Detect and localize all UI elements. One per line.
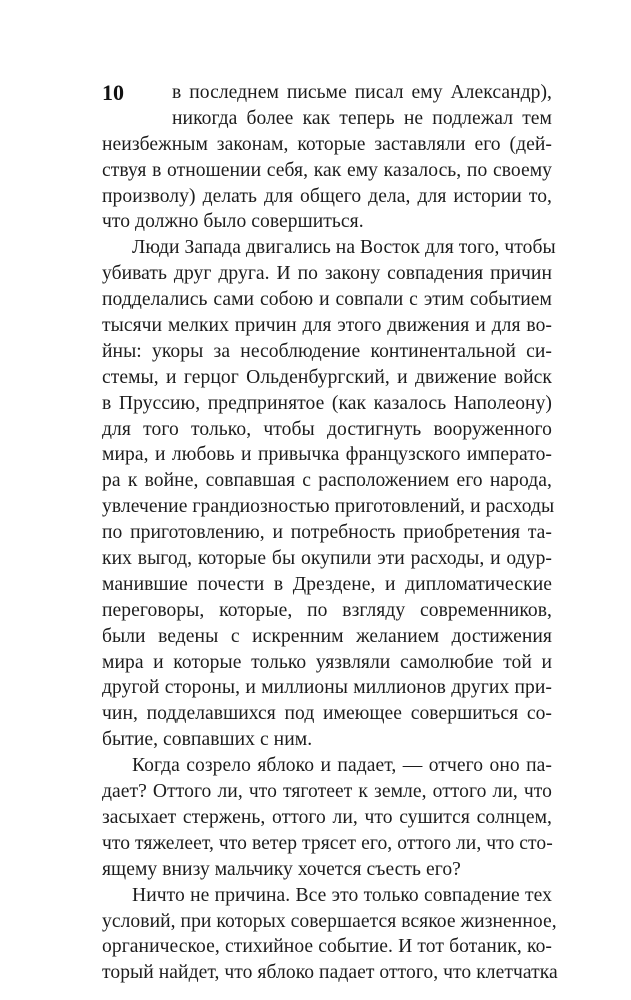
text-line: Люди Запада двигались на Восток для того, чтобы	[132, 237, 556, 259]
text-line: торый найдет, что яблоко падает оттого, что клетчатка	[102, 962, 558, 984]
text-line: убивать друг друга. И по закону совпадения причин	[102, 263, 552, 285]
text-line: ящему внизу мальчику хочется съесть его?	[102, 858, 461, 880]
text-line: подделались сами собою и совпали с этим событием	[102, 289, 552, 311]
text-line: никогда более как теперь не подлежал тем	[172, 107, 552, 129]
text-line: были ведены с искренним желанием достижения	[102, 625, 552, 647]
text-line: чин, подделавшихся под имеющее совершиться со-	[102, 703, 552, 725]
text-line: Когда созрело яблоко и падает, — отчего оно па-	[132, 755, 552, 777]
text-line: увлечение грандиозностью приготовлений, и расходы	[102, 496, 555, 518]
text-line: другой стороны, и миллионы миллионов других при-	[102, 677, 552, 699]
text-line: ра к войне, совпавшая с расположением его народа,	[102, 470, 552, 492]
text-line: бытие, совпавших с ним.	[102, 729, 313, 751]
text-line: стемы, и герцог Ольденбургский, и движение войск	[102, 366, 552, 388]
text-line: тысячи мелких причин для этого движения и для во-	[102, 315, 552, 337]
text-line: переговоры, которые, по взгляду современников,	[102, 599, 552, 621]
text-line: в последнем письме писал ему Александр),	[172, 82, 552, 103]
text-line: мира, и любовь и привычка французского императо-	[102, 444, 552, 466]
text-line: в Пруссию, предпринятое (как казалось Наполеону)	[102, 392, 552, 414]
text-line: мира и которые только уязвляли самолюбие той и	[102, 651, 552, 673]
text-line: что тяжелеет, что ветер трясет его, оттого ли, что сто-	[102, 832, 553, 854]
page-body	[102, 80, 558, 986]
text-line: неизбежным законам, которые заставляли его (дей-	[102, 133, 552, 155]
text-line: ких выгод, которые бы окупили эти расходы, и одур-	[102, 548, 552, 570]
text-line: йны: укоры за несоблюдение континентальной си-	[102, 340, 552, 362]
text-line: засыхает стержень, оттого ли, что сушится солнцем,	[102, 806, 552, 828]
text-line: дает? Оттого ли, что тяготеет к земле, оттого ли, что	[102, 781, 552, 803]
text-line: условий, при которых совершается всякое жизненное,	[102, 910, 557, 932]
text-line: по приготовлению, и потребность приобретения та-	[102, 522, 552, 544]
page-number: 10	[102, 80, 124, 105]
text-line: Ничто не причина. Все это только совпадение тех	[132, 884, 552, 906]
text-line: произволу) делать для общего дела, для истории то,	[102, 185, 552, 207]
text-line: что должно было совершиться.	[102, 211, 364, 233]
text-line: органическое, стихийное событие. И тот ботаник, ко-	[102, 936, 552, 958]
text-line: для того только, чтобы достигнуть вооруженного	[102, 418, 552, 440]
text-line: манившие почести в Дрездене, и дипломатические	[102, 573, 552, 595]
text-line: ствуя в отношении себя, как ему казалось, по своему	[102, 159, 552, 181]
